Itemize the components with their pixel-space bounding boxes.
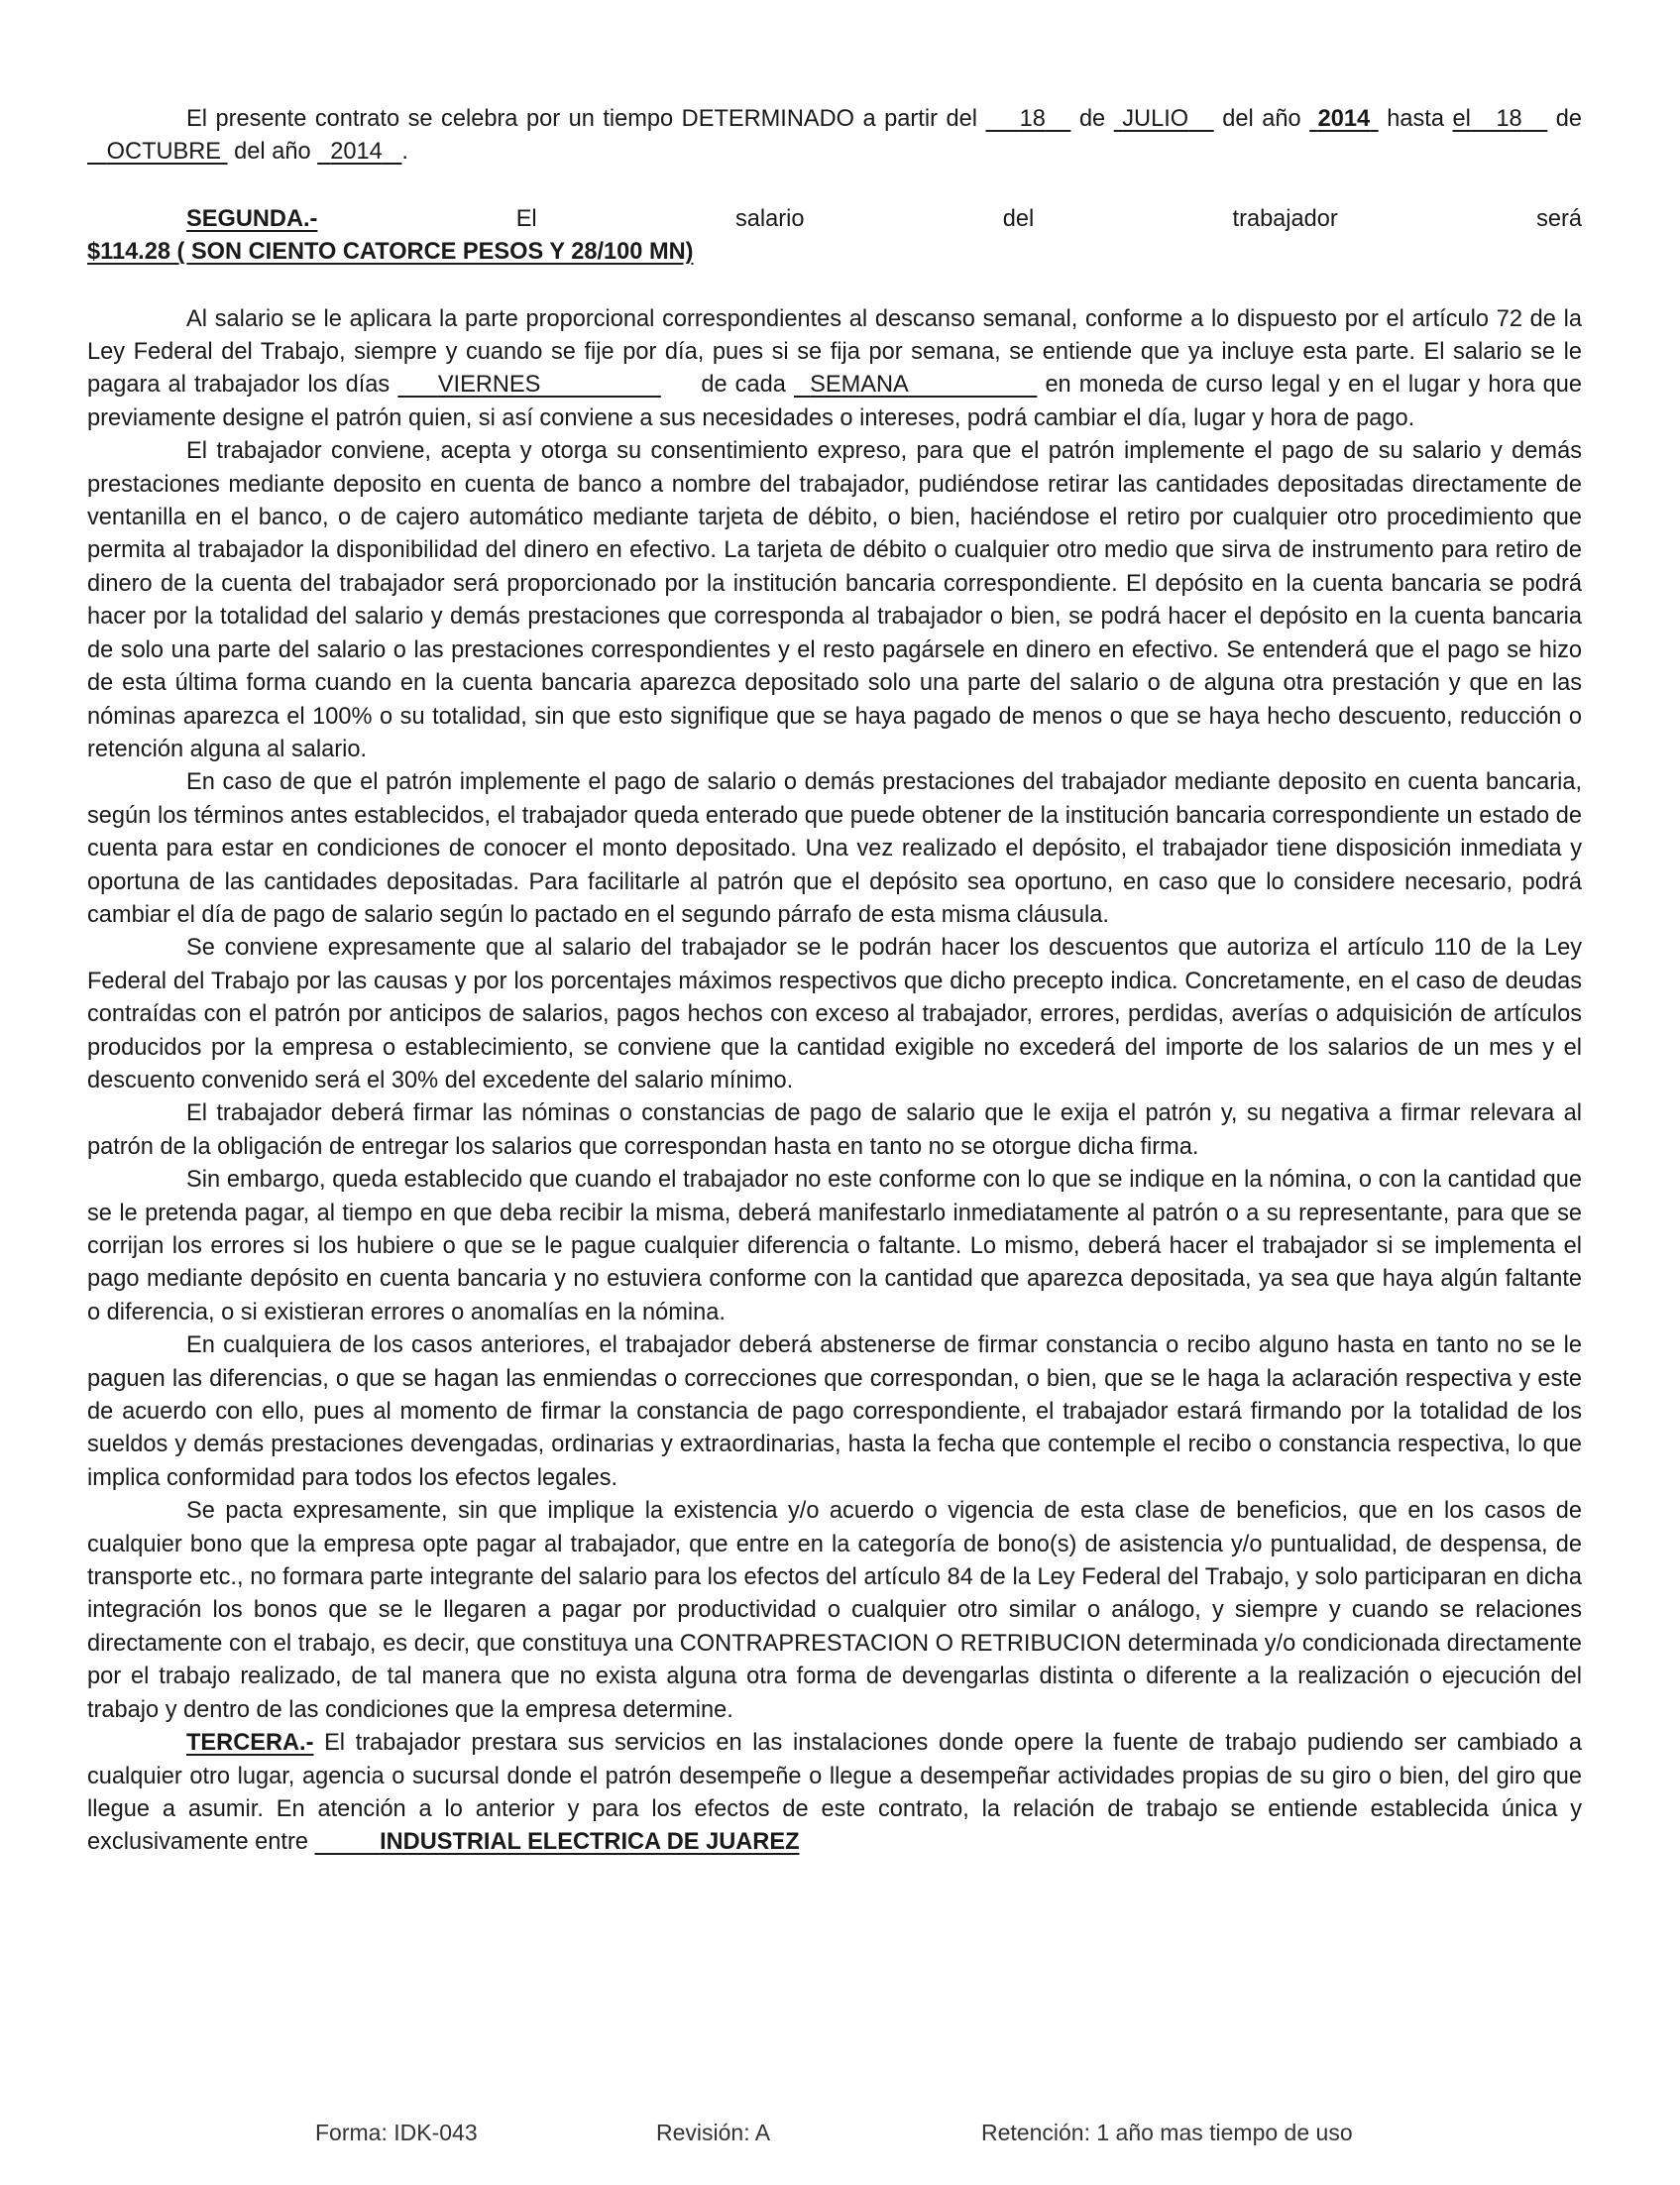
del-anio-label: del año bbox=[1222, 106, 1301, 132]
tercera-clause bbox=[87, 1727, 1582, 1860]
tercera-heading: TERCERA.- bbox=[186, 1730, 314, 1757]
end-year: 2014 bbox=[330, 139, 383, 166]
salary-paragraph-2: El trabajador conviene, acepta y otorga su consentimiento expreso, para que el patrón implemente el pago de su salario y demás prestaciones mediante deposito en cuenta de banco a nombre del trabajador, pudiéndose retirar las cantidades depositadas directamente de ventanilla en el banco, o de cajero automático mediante tarjeta de débito, o bien, haciéndose el retiro por cualquier otro procedimiento que permita al trabajador la disponibilidad del dinero en efectivo. La tarjeta de débito o cualquier otro medio que sirva de instrumento para retiro de dinero de la cuenta del trabajador será proporcionado por la institución bancaria correspondiente. El depósito en la cuenta bancaria se podrá hacer por la totalidad del salario y demás prestaciones que corresponda al trabajador o bien, se podrá hacer el depósito en la cuenta bancaria de solo una parte del salario o las prestaciones correspondientes y el resto pagársele en dinero en efectivo. Se entenderá que el pago se hizo de esta última forma cuando en la cuenta bancaria aparezca depositado solo una parte del salario o de alguna otra prestación y que en las nóminas aparezca el 100% o su totalidad, sin que esto signifique que se haya pagado de menos o que se haya hecho descuento, reducción o retención alguna al salario. bbox=[87, 438, 1582, 762]
salary-paragraph-6: Sin embargo, queda establecido que cuando el trabajador no este conforme con lo que se indique en la nómina, o con la cantidad que se le pretenda pagar, al tiempo en que deba recibir la misma, deberá manifestarlo inmediatamente al patrón o a su representante, para que se corrijan los errores si los hubiere o que se le pague cualquier diferencia o faltante. Lo mismo, deberá hacer el trabajador si se implementa el pago mediante depósito en cuenta bancaria y no estuviera conforme con la cantidad que aparezca depositada, ya sea que haya algún faltante o diferencia, o si existieran errores o anomalías en la nómina. bbox=[87, 1167, 1582, 1325]
start-day: 18 bbox=[1019, 106, 1046, 132]
tercera-text: El trabajador prestara sus servicios en las instalaciones donde opere la fuente de trabajo pudiendo ser cambiado a cualquier otro lugar, agencia o sucursal donde el patrón desempeñe o llegue a desempeñar actividades propias de su giro o bien, del giro que llegue a asumir. En atención a lo anterior y para los efectos de este contrato, la relación de trabajo se entiende establecida única y exclusivamente entre bbox=[87, 1730, 1582, 1856]
salary-p1-text-a: Al salario se le aplicara la parte proporcional correspondientes al descanso semanal, conforme a lo dispuesto por el artículo 72 de la Ley Federal del Trabajo, siempre y cuando se fije por día, pues si se fija por semana, se entiende que ya incluye esta parte. El salario se le pagara al trabajador los días bbox=[87, 305, 1582, 399]
segunda-word: del bbox=[1002, 205, 1035, 232]
salary-paragraph-4: Se conviene expresamente que al salario del trabajador se le podrán hacer los descuentos que autoriza el artículo 110 de la Ley Federal del Trabajo por las causas y por los porcentajes máximos respectivos que dicho precepto indica. Concretamente, en el caso de deudas contraídas con el patrón por anticipos de salarios, pagos hechos con exceso al trabajador, errores, perdidas, averías o adquisición de artículos producidos por la empresa o establecimiento, se conviene que la cantidad exigible no excederá del importe de los salarios de un mes y el descuento convenido será el 30% del excedente del salario mínimo. bbox=[87, 935, 1582, 1093]
segunda-word: salario bbox=[734, 205, 805, 232]
end-month: OCTUBRE bbox=[106, 139, 222, 166]
de-label-2: de bbox=[1555, 106, 1583, 132]
retention-label: Retención: 1 año mas tiempo de uso bbox=[981, 2120, 1353, 2145]
employer-company: INDUSTRIAL ELECTRICA DE JUAREZ bbox=[380, 1829, 800, 1856]
segunda-word: será bbox=[1536, 205, 1582, 232]
segunda-word: El bbox=[515, 205, 537, 232]
pay-period: SEMANA bbox=[810, 372, 909, 399]
salary-p1-text-c: en moneda de curso legal y en el lugar y hora que previamente designe el patrón quien, si así conviene a sus necesidades o intereses, podrá cambiar el día, lugar y hora de pago. bbox=[87, 372, 1583, 431]
period-intro: El presente contrato se celebra por un tiempo DETERMINADO a partir del bbox=[186, 106, 977, 132]
form-code: Forma: IDK-043 bbox=[315, 2120, 478, 2145]
salary-paragraph-8: Se pacta expresamente, sin que implique la existencia y/o acuerdo o vigencia de esta clase de beneficios, que en los casos de cualquier bono que la empresa opte pagar al trabajador, que entre en la categoría de bono(s) de asistencia y/o puntualidad, de despensa, de transporte etc., no formara parte integrante del salario para los efectos del artículo 84 de la Ley Federal del Trabajo, y solo participaran en dicha integración los bonos que se le llegaren a pagar por productividad o cualquier otro similar o análogo, y siempre y cuando se relaciones directamente con el trabajo, es decir, que constituya una CONTRAPRESTACION O RETRIBUCION determinada y/o condicionada directamente por el trabajo realizado, de tal manera que no exista alguna otra forma de devengarlas distinta o diferente a la realización o ejecución del trabajo y dentro de las condiciones que la empresa determine. bbox=[87, 1498, 1582, 1723]
salary-amount: $114.28 ( SON CIENTO CATORCE PESOS Y 28/100 MN) bbox=[87, 239, 694, 266]
salary-paragraph-5: El trabajador deberá firmar las nóminas o constancias de pago de salario que le exija el patrón y, su negativa a firmar relevara al patrón de la obligación de entregar los salarios que correspondan hasta en tanto no se otorgue dicha firma. bbox=[87, 1100, 1582, 1160]
contract-period-paragraph bbox=[87, 103, 1582, 170]
segunda-clause-heading bbox=[87, 203, 1582, 236]
segunda-word: trabajador bbox=[1232, 205, 1338, 232]
salary-paragraph-1 bbox=[87, 303, 1582, 436]
hasta-label: hasta bbox=[1387, 106, 1444, 132]
start-year: 2014 bbox=[1317, 106, 1371, 132]
end-day: el 18 bbox=[1452, 106, 1522, 132]
salary-amount-line bbox=[87, 236, 1582, 269]
del-anio-label-2: del año bbox=[234, 139, 311, 166]
pay-day: VIERNES bbox=[437, 372, 541, 399]
period-end-punct: . bbox=[401, 139, 408, 166]
salary-p1-text-b: de cada bbox=[701, 372, 786, 399]
de-label: de bbox=[1078, 106, 1106, 132]
start-month: JULIO bbox=[1122, 106, 1189, 132]
segunda-heading: SEGUNDA.- bbox=[186, 205, 318, 232]
contract-page bbox=[87, 103, 1582, 1860]
revision-label: Revisión: A bbox=[656, 2120, 771, 2145]
salary-paragraph-3: En caso de que el patrón implemente el pago de salario o demás prestaciones del trabajador mediante deposito en cuenta bancaria, según los términos antes establecidos, el trabajador queda enterado que puede obtener de la institución bancaria correspondiente un estado de cuenta para estar en condiciones de conocer el monto depositado. Una vez realizado el depósito, el trabajador tiene disposición inmediata y oportuna de las cantidades depositadas. Para facilitarle al patrón que el depósito sea oportuno, en caso que lo considere necesario, podrá cambiar el día de pago de salario según lo pactado en el segundo párrafo de esta misma cláusula. bbox=[87, 769, 1582, 928]
salary-paragraph-7: En cualquiera de los casos anteriores, el trabajador deberá abstenerse de firmar constancia o recibo alguno hasta en tanto no se le paguen las diferencias, o que se hagan las enmiendas o correcciones que correspondan, o bien, que se le haga la aclaración respectiva y este de acuerdo con ello, pues al momento de firmar la constancia de pago correspondiente, el trabajador estará firmando por la totalidad de los sueldos y demás prestaciones devengadas, ordinarias y extraordinarias, hasta la fecha que contemple el recibo o constancia respectiva, lo que implica conformidad para todos los efectos legales. bbox=[87, 1332, 1582, 1491]
